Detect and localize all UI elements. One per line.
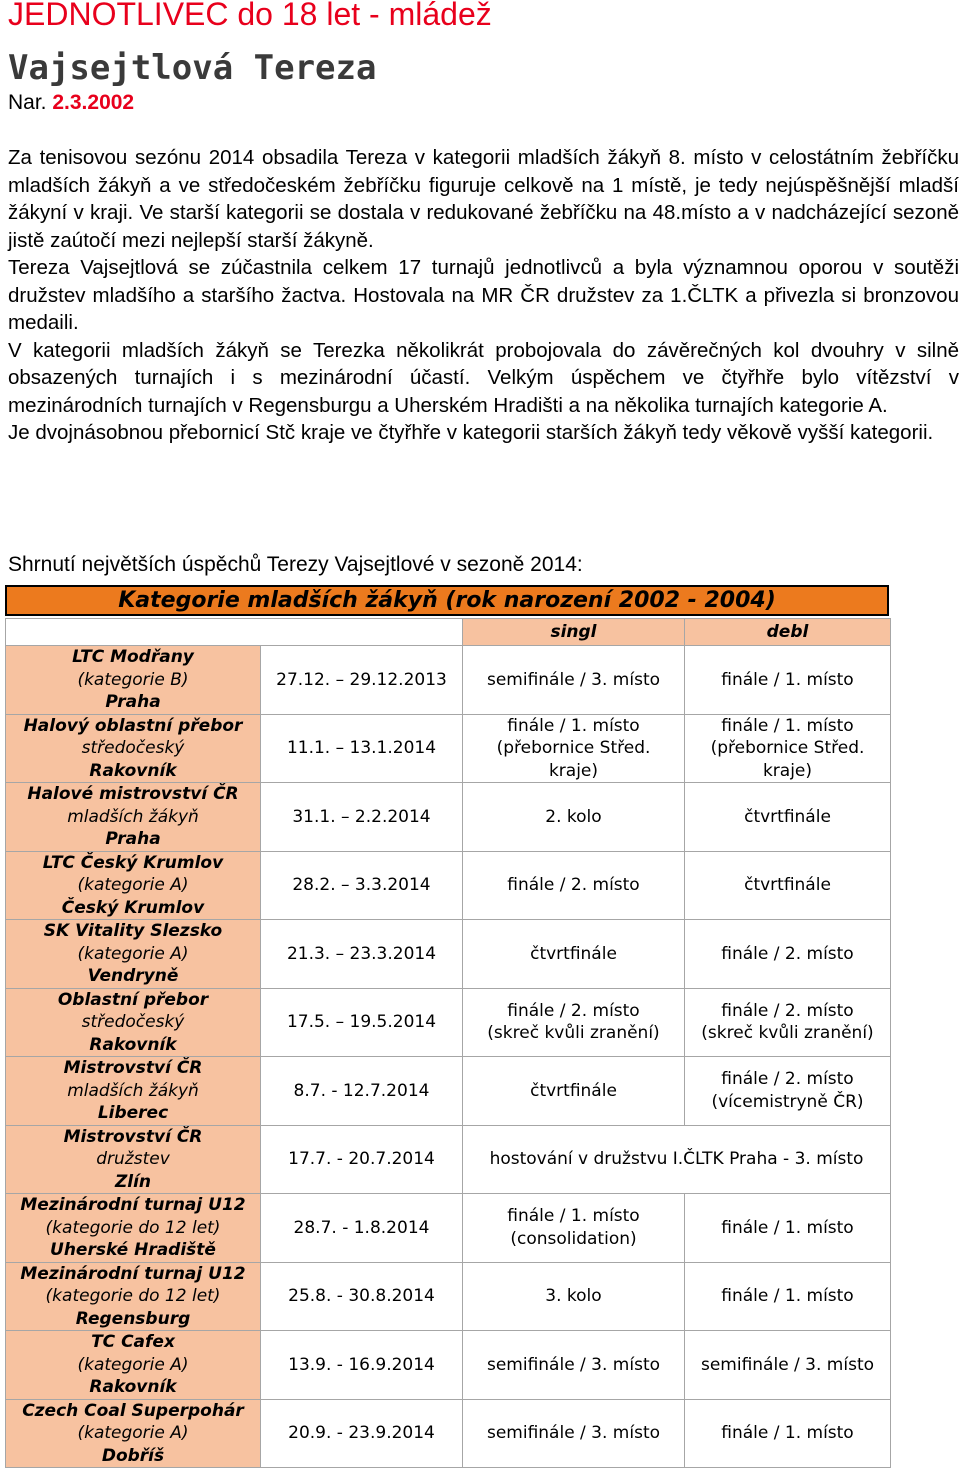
birth-label: Nar. bbox=[8, 91, 47, 114]
result-line: finále / 2. místo bbox=[507, 875, 640, 895]
paragraph: V kategorii mladších žákyň se Terezka několikrát probojovala do závěrečných kol dvouhry v silně obsazených turnajích i s mezinárodní účastí. Velkým úspěchem ve čtyřhře bylo vítězství v mezinárodních turnajích v Regensburgu a Uherském Hradišti a na několika turnajích kategorie A. bbox=[8, 338, 959, 417]
singles-result bbox=[463, 1262, 685, 1331]
event-category: (kategorie A) bbox=[77, 943, 189, 964]
event-name: LTC Český Krumlov bbox=[42, 852, 224, 873]
event-cell bbox=[6, 851, 261, 920]
event-place: Rakovník bbox=[89, 760, 177, 781]
result-line: (skreč kvůli zranění) bbox=[701, 1023, 874, 1044]
event-cell bbox=[6, 1399, 261, 1468]
result-line: finále / 2. místo bbox=[721, 943, 854, 964]
table-row bbox=[6, 783, 891, 852]
event-dates: 13.9. - 16.9.2014 bbox=[261, 1331, 463, 1400]
singles-result bbox=[463, 1399, 685, 1468]
table-row bbox=[6, 1194, 891, 1263]
category-banner-text: Kategorie mladších žákyň (rok narození 2002 - 2004) bbox=[118, 588, 776, 613]
table-row bbox=[6, 1057, 891, 1126]
event-name: Mistrovství ČR bbox=[63, 1126, 203, 1147]
event-dates: 21.3. – 23.3.2014 bbox=[261, 920, 463, 989]
event-name: Halové mistrovství ČR bbox=[27, 784, 239, 804]
result-line: čtvrtfinále bbox=[530, 943, 617, 964]
table-row bbox=[6, 714, 891, 783]
event-category: (kategorie A) bbox=[77, 1423, 189, 1443]
doubles-result bbox=[685, 1194, 891, 1263]
singles-result bbox=[463, 988, 685, 1057]
table-row bbox=[6, 851, 891, 920]
result-line: čtvrtfinále bbox=[744, 806, 831, 827]
event-cell bbox=[6, 1194, 261, 1263]
doubles-result bbox=[685, 1399, 891, 1468]
singles-result bbox=[463, 851, 685, 920]
event-category: (kategorie B) bbox=[77, 669, 189, 690]
singles-result bbox=[463, 783, 685, 852]
event-place: Uherské Hradiště bbox=[50, 1240, 216, 1260]
event-name: TC Cafex bbox=[91, 1332, 175, 1352]
event-dates: 8.7. - 12.7.2014 bbox=[261, 1057, 463, 1126]
event-dates: 28.7. - 1.8.2014 bbox=[261, 1194, 463, 1263]
singles-result bbox=[463, 1057, 685, 1126]
doubles-result bbox=[685, 851, 891, 920]
result-line: finále / 2. místo bbox=[721, 1069, 854, 1090]
event-dates: 11.1. – 13.1.2014 bbox=[261, 714, 463, 783]
table-header-row bbox=[6, 619, 891, 646]
result-line: finále / 1. místo bbox=[721, 1217, 854, 1238]
event-place: Regensburg bbox=[75, 1308, 191, 1329]
result-line: semifinále / 3. místo bbox=[700, 1354, 875, 1375]
singles-result bbox=[463, 920, 685, 989]
birth-date: 2.3.2002 bbox=[52, 91, 135, 114]
header-doubles: debl bbox=[685, 619, 891, 646]
event-category: středočeský bbox=[81, 1012, 185, 1032]
header-blank-cell bbox=[6, 619, 463, 646]
event-name: Mezinárodní turnaj U12 bbox=[20, 1195, 246, 1215]
event-cell bbox=[6, 1262, 261, 1331]
event-dates: 31.1. – 2.2.2014 bbox=[261, 783, 463, 852]
doubles-result bbox=[685, 988, 891, 1057]
event-place: Zlín bbox=[114, 1171, 152, 1192]
doubles-result bbox=[685, 1331, 891, 1400]
event-name: Czech Coal Superpohár bbox=[22, 1400, 244, 1421]
event-cell bbox=[6, 646, 261, 715]
singles-result bbox=[463, 714, 685, 783]
category-banner bbox=[5, 585, 889, 616]
event-cell bbox=[6, 988, 261, 1057]
event-place: Liberec bbox=[97, 1103, 169, 1123]
event-category: (kategorie do 12 let) bbox=[45, 1286, 221, 1306]
event-dates: 20.9. - 23.9.2014 bbox=[261, 1399, 463, 1468]
event-place: Rakovník bbox=[89, 1377, 177, 1397]
table-row bbox=[6, 1125, 891, 1194]
result-line: 2. kolo bbox=[545, 806, 602, 827]
result-line: finále / 1. místo bbox=[721, 1423, 854, 1443]
result-line: (consolidation) bbox=[510, 1228, 637, 1249]
event-name: Oblastní přebor bbox=[57, 989, 209, 1010]
paragraph: Tereza Vajsejtlová se zúčastnila celkem 17 turnajů jednotlivců a byla významnou oporou v soutěži družstev mladšího a staršího žactva. Hostovala na MR ČR družstev za 1.ČLTK a přivezla si bronzovou medaili. bbox=[8, 256, 959, 334]
doubles-result bbox=[685, 920, 891, 989]
event-name: Mistrovství ČR bbox=[63, 1058, 203, 1078]
table-row bbox=[6, 1399, 891, 1468]
birth-date-line bbox=[8, 91, 134, 115]
event-cell bbox=[6, 1125, 261, 1194]
result-line: finále / 1. místo bbox=[507, 1206, 640, 1227]
event-name: Halový oblastní přebor bbox=[23, 715, 243, 736]
paragraph: Je dvojnásobnou přebornicí Stč kraje ve čtyřhře v kategorii starších žákyň tedy věkově vyšší kategorii. bbox=[8, 421, 934, 444]
event-dates: 28.2. – 3.3.2014 bbox=[261, 851, 463, 920]
event-dates: 17.5. – 19.5.2014 bbox=[261, 988, 463, 1057]
result-line: kraje) bbox=[548, 760, 599, 781]
event-cell bbox=[6, 1331, 261, 1400]
table-row bbox=[6, 1331, 891, 1400]
result-line: finále / 1. místo bbox=[721, 669, 854, 690]
result-line: čtvrtfinále bbox=[530, 1080, 617, 1101]
table-row bbox=[6, 1262, 891, 1331]
result-line: (skreč kvůli zranění) bbox=[487, 1023, 660, 1044]
table-row bbox=[6, 988, 891, 1057]
summary-title: Shrnutí největších úspěchů Terezy Vajsejtlové v sezoně 2014: bbox=[8, 553, 583, 576]
singles-result bbox=[463, 1331, 685, 1400]
event-category: (kategorie do 12 let) bbox=[45, 1217, 221, 1238]
result-line: finále / 2. místo bbox=[721, 1000, 854, 1021]
doubles-result bbox=[685, 1262, 891, 1331]
event-place: Vendryně bbox=[87, 966, 179, 986]
event-place: Praha bbox=[105, 829, 161, 849]
table-row bbox=[6, 646, 891, 715]
event-place: Dobříš bbox=[101, 1445, 165, 1466]
event-cell bbox=[6, 783, 261, 852]
event-dates: 25.8. - 30.8.2014 bbox=[261, 1262, 463, 1331]
page-heading: JEDNOTLIVEC do 18 let - mládež bbox=[8, 0, 492, 32]
event-category: mladších žákyň bbox=[67, 806, 199, 827]
player-name: Vajsejtlová Tereza bbox=[8, 48, 377, 88]
table-row bbox=[6, 920, 891, 989]
event-category: (kategorie A) bbox=[77, 875, 189, 895]
header-singles: singl bbox=[463, 619, 685, 646]
event-category: (kategorie A) bbox=[77, 1354, 189, 1375]
event-dates: 17.7. - 20.7.2014 bbox=[261, 1125, 463, 1194]
event-place: Rakovník bbox=[89, 1034, 177, 1055]
result-line: semifinále / 3. místo bbox=[486, 669, 661, 690]
result-line: semifinále / 3. místo bbox=[486, 1423, 661, 1443]
event-cell bbox=[6, 920, 261, 989]
result-line: finále / 2. místo bbox=[507, 1000, 640, 1021]
result-line: 3. kolo bbox=[545, 1286, 602, 1306]
event-name: Mezinárodní turnaj U12 bbox=[20, 1263, 246, 1284]
singles-result bbox=[463, 646, 685, 715]
doubles-result bbox=[685, 1057, 891, 1126]
event-cell bbox=[6, 1057, 261, 1126]
event-category: mladších žákyň bbox=[67, 1080, 199, 1101]
event-dates: 27.12. – 29.12.2013 bbox=[261, 646, 463, 715]
result-line: semifinále / 3. místo bbox=[486, 1354, 661, 1375]
result-line: finále / 1. místo bbox=[721, 715, 854, 736]
result-line: kraje) bbox=[762, 760, 813, 781]
results-table bbox=[5, 618, 891, 1468]
result-line: finále / 1. místo bbox=[721, 1286, 854, 1306]
event-category: družstev bbox=[96, 1149, 170, 1169]
result-line: (přebornice Střed. bbox=[710, 738, 865, 758]
event-place: Český Krumlov bbox=[61, 897, 205, 918]
combined-result: hostování v družstvu I.ČLTK Praha - 3. místo bbox=[463, 1125, 891, 1194]
result-line: (přebornice Střed. bbox=[496, 738, 651, 758]
singles-result bbox=[463, 1194, 685, 1263]
doubles-result bbox=[685, 714, 891, 783]
event-cell bbox=[6, 714, 261, 783]
result-line: (vícemistryně ČR) bbox=[711, 1091, 864, 1112]
event-place: Praha bbox=[105, 692, 161, 712]
event-category: středočeský bbox=[81, 738, 185, 758]
paragraph: Za tenisovou sezónu 2014 obsadila Tereza v kategorii mladších žákyň 8. místo v celostátním žebříčku mladších žákyň a ve středočeském žebříčku figuruje celkově na 1 místě, je tedy nejúspěšnější mladší žákyní v kraji. Ve starší kategorii se dostala v redukované žebříčku na 48.místo a v nadcházející sezoně jistě zaútočí mezi nejlepší starší žákyně. bbox=[8, 146, 959, 252]
intro-text bbox=[8, 144, 959, 447]
doubles-result bbox=[685, 646, 891, 715]
result-line: finále / 1. místo bbox=[507, 715, 640, 736]
result-line: čtvrtfinále bbox=[744, 875, 831, 895]
event-name: SK Vitality Slezsko bbox=[43, 921, 223, 941]
event-name: LTC Modřany bbox=[72, 647, 194, 667]
doubles-result bbox=[685, 783, 891, 852]
